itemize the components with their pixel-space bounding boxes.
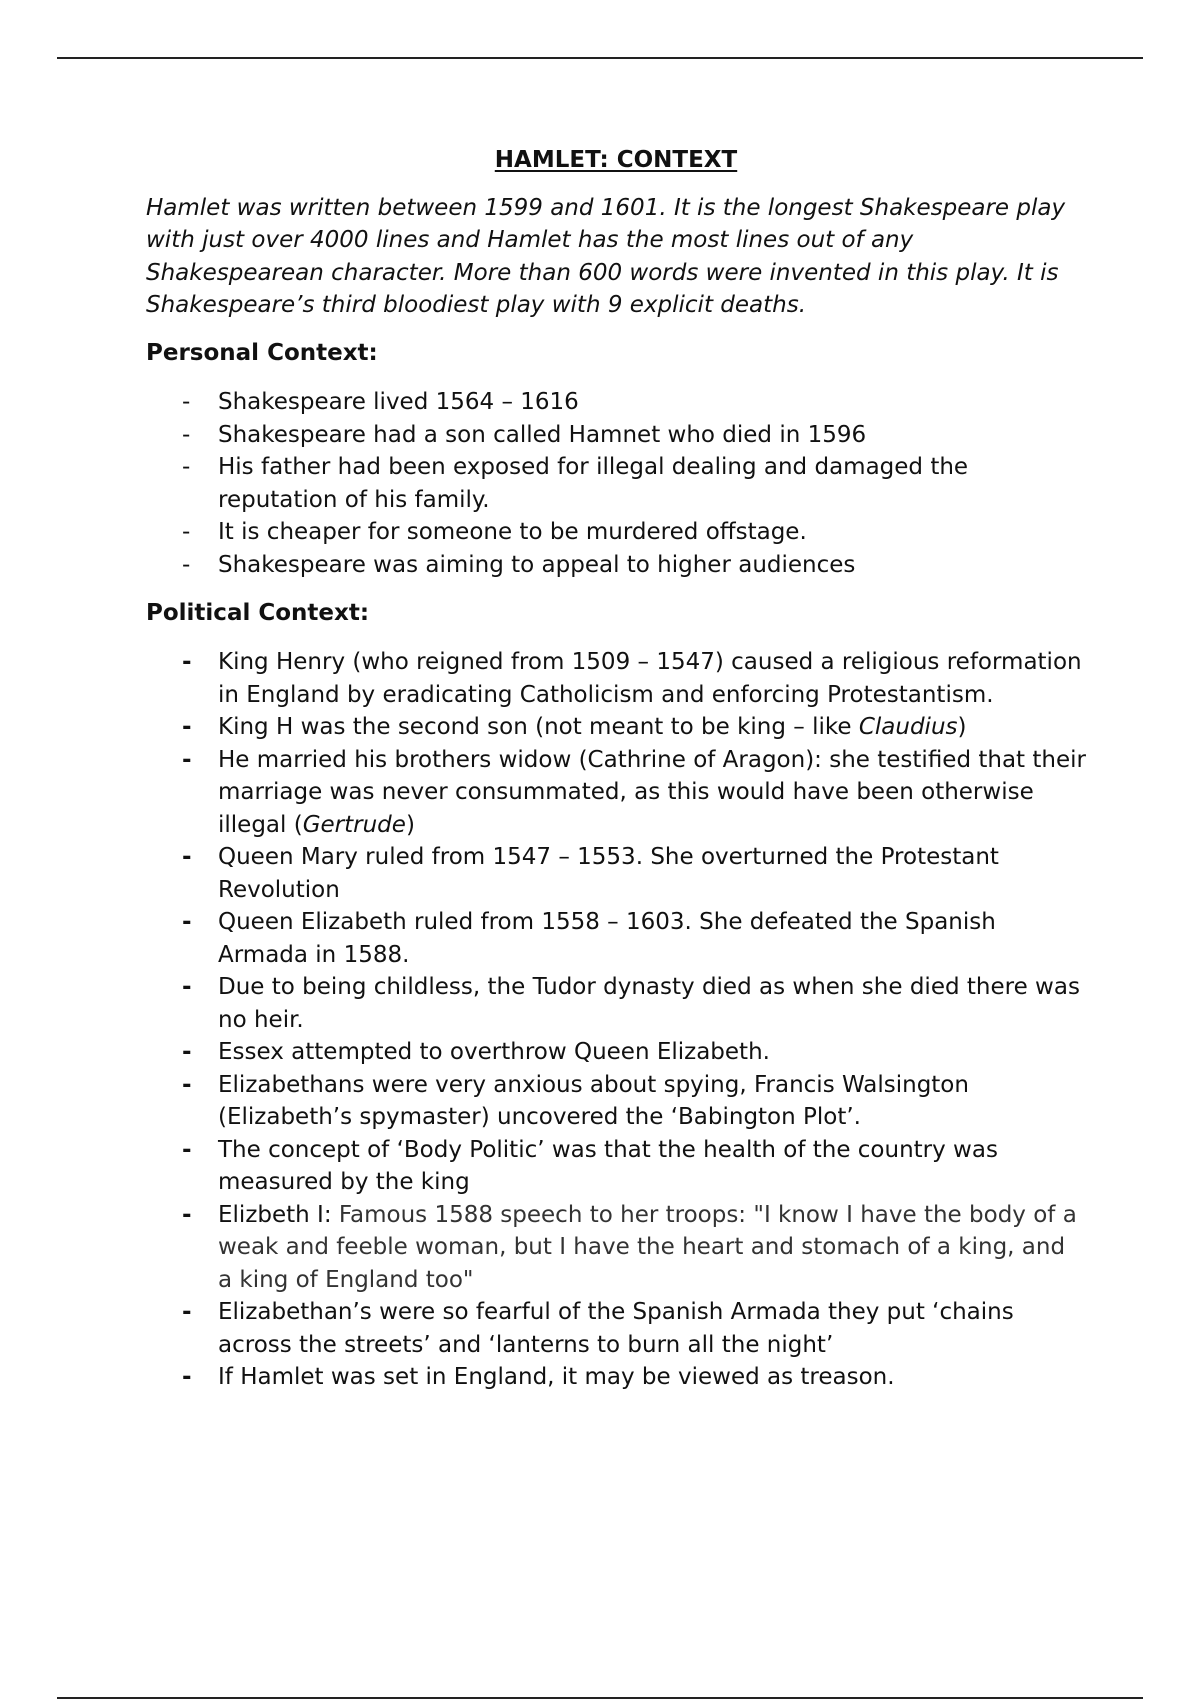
character-name: Claudius: [858, 714, 958, 740]
list-item: [146, 906, 1086, 971]
page-title: HAMLET: CONTEXT: [494, 147, 738, 173]
list-item-text: Shakespeare was aiming to appeal to higher audiences: [218, 551, 856, 578]
list-item-text: King H was the second son (not meant to be king – like: [218, 714, 859, 740]
list-item: [146, 1036, 1086, 1069]
list-item-text: Queen Elizabeth ruled from 1558 – 1603. She defeated the Spanish Armada in 1588.: [218, 909, 996, 968]
list-item-text: Due to being childless, the Tudor dynasty died as when she died there was no heir.: [218, 974, 1080, 1033]
list-item: [146, 711, 1086, 744]
list-item: [146, 841, 1086, 906]
list-item-text: Shakespeare lived 1564 – 1616: [218, 389, 579, 415]
bullet-marker: -: [182, 1364, 192, 1390]
bullet-marker: -: [182, 649, 192, 675]
bullet-marker: -: [182, 974, 192, 1000]
list-item-text: King Henry (who reigned from 1509 – 1547) caused a religious reformation in England by eradicating Catholicism and enforcing Protestantism.: [218, 649, 1082, 708]
intro-paragraph: Hamlet was written between 1599 and 1601. It is the longest Shakespeare play with just over 4000 lines and Hamlet has the most lines out of any Shakespearean character. More than 600 words were invented in this play. It is Shakespeare’s third bloodiest play with 9 explicit deaths.: [146, 195, 1066, 319]
bullet-marker: -: [182, 1071, 192, 1098]
top-rule: [57, 57, 1143, 59]
list-item: [146, 419, 1086, 452]
bullet-marker: -: [182, 421, 191, 448]
list-item: [146, 1069, 1086, 1134]
bullet-marker: -: [182, 1201, 192, 1228]
bullet-marker: -: [182, 1136, 192, 1163]
bottom-rule: [57, 1697, 1143, 1699]
bullet-marker: -: [182, 1039, 192, 1065]
list-item-text: He married his brothers widow (Cathrine of Aragon): she testified that their marriage was never consummated, as this would have been otherwise illegal (: [218, 746, 1086, 838]
political-context-heading: Political Context:: [146, 600, 370, 626]
list-item: [146, 1296, 1086, 1361]
bullet-marker: -: [182, 746, 192, 773]
character-name: Gertrude: [302, 811, 406, 838]
list-item: [146, 971, 1086, 1036]
bullet-marker: -: [182, 454, 191, 480]
list-item-text: Essex attempted to overthrow Queen Elizabeth.: [218, 1039, 770, 1065]
bullet-marker: -: [182, 551, 191, 578]
bullet-marker: -: [182, 714, 192, 740]
personal-context-heading: Personal Context:: [146, 340, 378, 366]
speech-quote: Famous 1588 speech to her troops: "I know I have the body of a weak and feeble woman, but I have the heart and stomach of a king, and a king of England too": [218, 1201, 1077, 1293]
personal-context-list: [146, 386, 1086, 581]
political-context-list: [146, 646, 1086, 1394]
list-item: [146, 646, 1086, 711]
list-item-text: Shakespeare had a son called Hamnet who died in 1596: [218, 421, 867, 448]
list-item-text: Elizbeth I:: [218, 1201, 339, 1228]
list-item-text: It is cheaper for someone to be murdered offstage.: [218, 519, 807, 545]
list-item-text: The concept of ‘Body Politic’ was that the health of the country was measured by the king: [218, 1136, 998, 1195]
list-item: [146, 1361, 1086, 1394]
bullet-marker: -: [182, 389, 191, 415]
list-item: [146, 451, 1086, 516]
list-item: [146, 1199, 1086, 1297]
bullet-marker: -: [182, 844, 192, 870]
bullet-marker: -: [182, 909, 192, 935]
list-item-text-end: ): [957, 714, 967, 740]
list-item-text: Queen Mary ruled from 1547 – 1553. She overturned the Protestant Revolution: [218, 844, 999, 903]
bullet-marker: -: [182, 1299, 192, 1325]
list-item-text: His father had been exposed for illegal dealing and damaged the reputation of his family.: [218, 454, 969, 513]
bullet-marker: -: [182, 519, 191, 545]
list-item-text-end: ): [405, 811, 415, 838]
list-item: [146, 516, 1086, 549]
list-item-text: If Hamlet was set in England, it may be viewed as treason.: [218, 1364, 895, 1390]
list-item: [146, 1134, 1086, 1199]
list-item: [146, 744, 1086, 842]
list-item: [146, 386, 1086, 419]
list-item: [146, 549, 1086, 582]
list-item-text: Elizabethans were very anxious about spying, Francis Walsington (Elizabeth’s spymaster) uncovered the ‘Babington Plot’.: [218, 1071, 969, 1130]
list-item-text: Elizabethan’s were so fearful of the Spanish Armada they put ‘chains across the streets’ and ‘lanterns to burn all the night’: [218, 1299, 1014, 1358]
